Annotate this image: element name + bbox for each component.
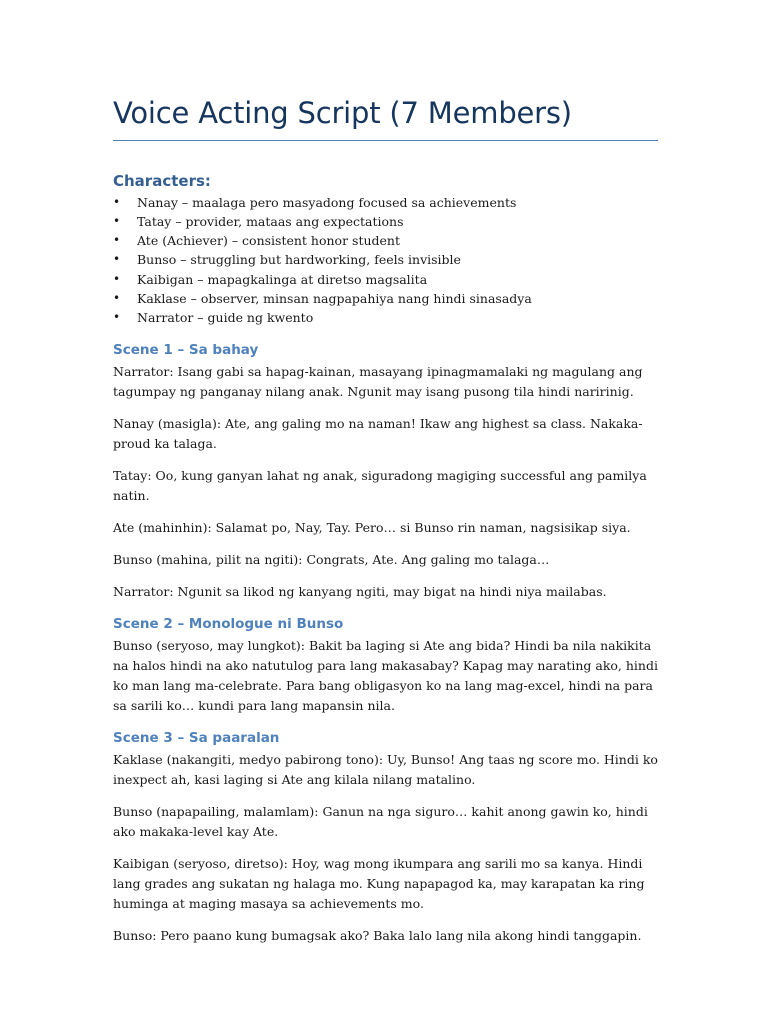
bullet-icon: • [113,194,121,209]
list-item [113,212,658,231]
script-line: Kaibigan (seryoso, diretso): Hoy, wag mong ikumpara ang sarili mo sa kanya. Hindi lang grades ang sukatan ng halaga mo. Kung napapagod ka, may karapatan ka ring huminga at maging masaya sa achievements mo. [113,855,645,911]
scene-3 [113,729,658,946]
character-description: Ate (Achiever) – consistent honor student [137,233,400,249]
script-line: Bunso: Pero paano kung bumagsak ako? Baka lalo lang nila akong hindi tanggapin. [113,927,642,943]
scene-1 [113,341,658,602]
list-item [113,308,658,327]
script-line: Bunso (seryoso, may lungkot): Bakit ba laging si Ate ang bida? Hindi ba nila nakikita na halos hindi na ako natutulog para lang makasabay? Kapag may narating ako, hindi ko man lang ma-celebrate. Para bang obligasyon ko na lang mag-excel, hindi na para sa sarili ko… kundi para lang mapansin nila. [113,637,658,713]
script-line: Nanay (masigla): Ate, ang galing mo na naman! Ikaw ang highest sa class. Nakaka-proud ka talaga. [113,415,643,451]
document-title: Voice Acting Script (7 Members) [113,93,658,141]
list-item [113,270,658,289]
script-line: Kaklase (nakangiti, medyo pabirong tono): Uy, Bunso! Ang taas ng score mo. Hindi ko inexpect ah, kasi laging si Ate ang kilala nilang matalino. [113,751,658,787]
character-list [113,193,658,328]
script-line: Tatay: Oo, kung ganyan lahat ng anak, siguradong magiging successful ang pamilya natin. [113,467,647,503]
script-line: Ate (mahinhin): Salamat po, Nay, Tay. Pero… si Bunso rin naman, nagsisikap siya. [113,519,631,535]
list-item [113,250,658,269]
script-line: Narrator: Isang gabi sa hapag-kainan, masayang ipinagmamalaki ng magulang ang tagumpay ng panganay nilang anak. Ngunit may isang pusong tila hindi naririnig. [113,363,643,399]
character-description: Nanay – maalaga pero masyadong focused sa achievements [137,194,517,210]
scene-heading: Scene 2 – Monologue ni Bunso [113,615,344,632]
document-body [113,93,658,946]
script-line: Narrator: Ngunit sa likod ng kanyang ngiti, may bigat na hindi niya mailabas. [113,583,607,599]
bullet-icon: • [113,252,121,267]
list-item [113,193,658,212]
bullet-icon: • [113,271,121,286]
character-description: Kaklase – observer, minsan nagpapahiya nang hindi sinasadya [137,291,532,307]
bullet-icon: • [113,233,121,248]
scene-heading: Scene 1 – Sa bahay [113,341,259,358]
scene-heading: Scene 3 – Sa paaralan [113,729,280,746]
script-line: Bunso (napapailing, malamlam): Ganun na nga siguro… kahit anong gawin ko, hindi ako makaka-level kay Ate. [113,803,648,839]
scene-2 [113,615,658,716]
bullet-icon: • [113,213,121,228]
list-item [113,231,658,250]
character-description: Tatay – provider, mataas ang expectations [137,213,404,229]
list-item [113,289,658,308]
character-description: Narrator – guide ng kwento [137,310,314,326]
character-description: Kaibigan – mapagkalinga at diretso magsalita [137,271,428,287]
character-description: Bunso – struggling but hardworking, feels invisible [137,252,461,268]
characters-heading: Characters: [113,171,211,190]
bullet-icon: • [113,310,121,325]
bullet-icon: • [113,291,121,306]
script-line: Bunso (mahina, pilit na ngiti): Congrats, Ate. Ang galing mo talaga… [113,551,550,567]
